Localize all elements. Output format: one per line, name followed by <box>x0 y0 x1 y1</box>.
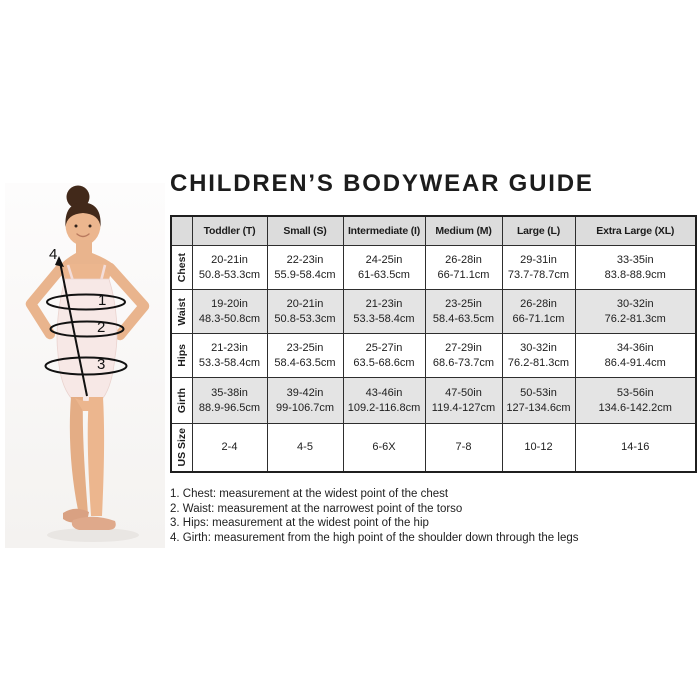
size-cell: 10-12 <box>502 424 575 473</box>
size-cell: 39-42in 99-106.7cm <box>267 378 343 424</box>
size-cell: 30-32in 76.2-81.3cm <box>575 290 696 334</box>
row-label-hips: Hips <box>171 334 192 378</box>
row-label-waist: Waist <box>171 290 192 334</box>
size-cell: 23-25in 58.4-63.5cm <box>267 334 343 378</box>
table-row-waist <box>171 290 696 334</box>
size-cell: 27-29in 68.6-73.7cm <box>425 334 502 378</box>
column-header-large: Large (L) <box>502 216 575 246</box>
page-title: CHILDREN’S BODYWEAR GUIDE <box>170 170 594 197</box>
leotard <box>57 279 117 402</box>
size-cell: 23-25in 58.4-63.5cm <box>425 290 502 334</box>
size-cell: 19-20in 48.3-50.8cm <box>192 290 267 334</box>
table-row-chest <box>171 246 696 290</box>
column-header-toddler: Toddler (T) <box>192 216 267 246</box>
size-cell: 53-56in 134.6-142.2cm <box>575 378 696 424</box>
row-label-chest: Chest <box>171 246 192 290</box>
table-row-us-size <box>171 424 696 473</box>
size-cell: 6-6X <box>343 424 425 473</box>
size-cell: 22-23in 55.9-58.4cm <box>267 246 343 290</box>
column-header-medium: Medium (M) <box>425 216 502 246</box>
size-cell: 33-35in 83.8-88.9cm <box>575 246 696 290</box>
row-label-girth: Girth <box>171 378 192 424</box>
table-row-girth <box>171 378 696 424</box>
measurement-note: 1. Chest: measurement at the widest point of the chest <box>170 488 449 500</box>
left-eye <box>75 225 78 228</box>
size-cell: 21-23in 53.3-58.4cm <box>192 334 267 378</box>
size-cell: 21-23in 53.3-58.4cm <box>343 290 425 334</box>
right-eye <box>89 225 92 228</box>
size-cell: 26-28in 66-71.1cm <box>425 246 502 290</box>
size-cell: 24-25in 61-63.5cm <box>343 246 425 290</box>
column-header-extra-large: Extra Large (XL) <box>575 216 696 246</box>
size-chart-table <box>170 215 697 473</box>
size-cell: 20-21in 50.8-53.3cm <box>192 246 267 290</box>
marker-girth: 4 <box>49 246 58 263</box>
size-cell: 2-4 <box>192 424 267 473</box>
size-cell: 35-38in 88.9-96.5cm <box>192 378 267 424</box>
size-cell: 29-31in 73.7-78.7cm <box>502 246 575 290</box>
measurement-notes <box>170 487 579 545</box>
size-cell: 14-16 <box>575 424 696 473</box>
measurement-note: 3. Hips: measurement at the widest point of the hip <box>170 517 429 530</box>
marker-waist: 2 <box>97 319 106 336</box>
size-cell: 50-53in 127-134.6cm <box>502 378 575 424</box>
marker-hips: 3 <box>97 356 106 373</box>
measurement-note: 2. Waist: measurement at the narrowest point of the torso <box>170 502 463 515</box>
size-cell: 4-5 <box>267 424 343 473</box>
size-cell: 47-50in 119.4-127cm <box>425 378 502 424</box>
size-cell: 20-21in 50.8-53.3cm <box>267 290 343 334</box>
header-row <box>171 216 696 246</box>
marker-chest: 1 <box>98 292 107 309</box>
corner-cell <box>171 216 192 246</box>
row-label-us-size: US Size <box>171 424 192 473</box>
front-leg <box>88 397 104 516</box>
size-cell: 30-32in 76.2-81.3cm <box>502 334 575 378</box>
child-model-photo <box>5 183 165 548</box>
table-row-hips <box>171 334 696 378</box>
column-header-intermediate: Intermediate (I) <box>343 216 425 246</box>
size-cell: 26-28in 66-71.1cm <box>502 290 575 334</box>
size-cell: 25-27in 63.5-68.6cm <box>343 334 425 378</box>
floor-shadow <box>47 528 139 542</box>
measurement-note: 4. Girth: measurement from the high point of the shoulder down through the legs <box>170 531 579 544</box>
size-cell: 7-8 <box>425 424 502 473</box>
size-cell: 34-36in 86.4-91.4cm <box>575 334 696 378</box>
column-header-small: Small (S) <box>267 216 343 246</box>
size-cell: 43-46in 109.2-116.8cm <box>343 378 425 424</box>
